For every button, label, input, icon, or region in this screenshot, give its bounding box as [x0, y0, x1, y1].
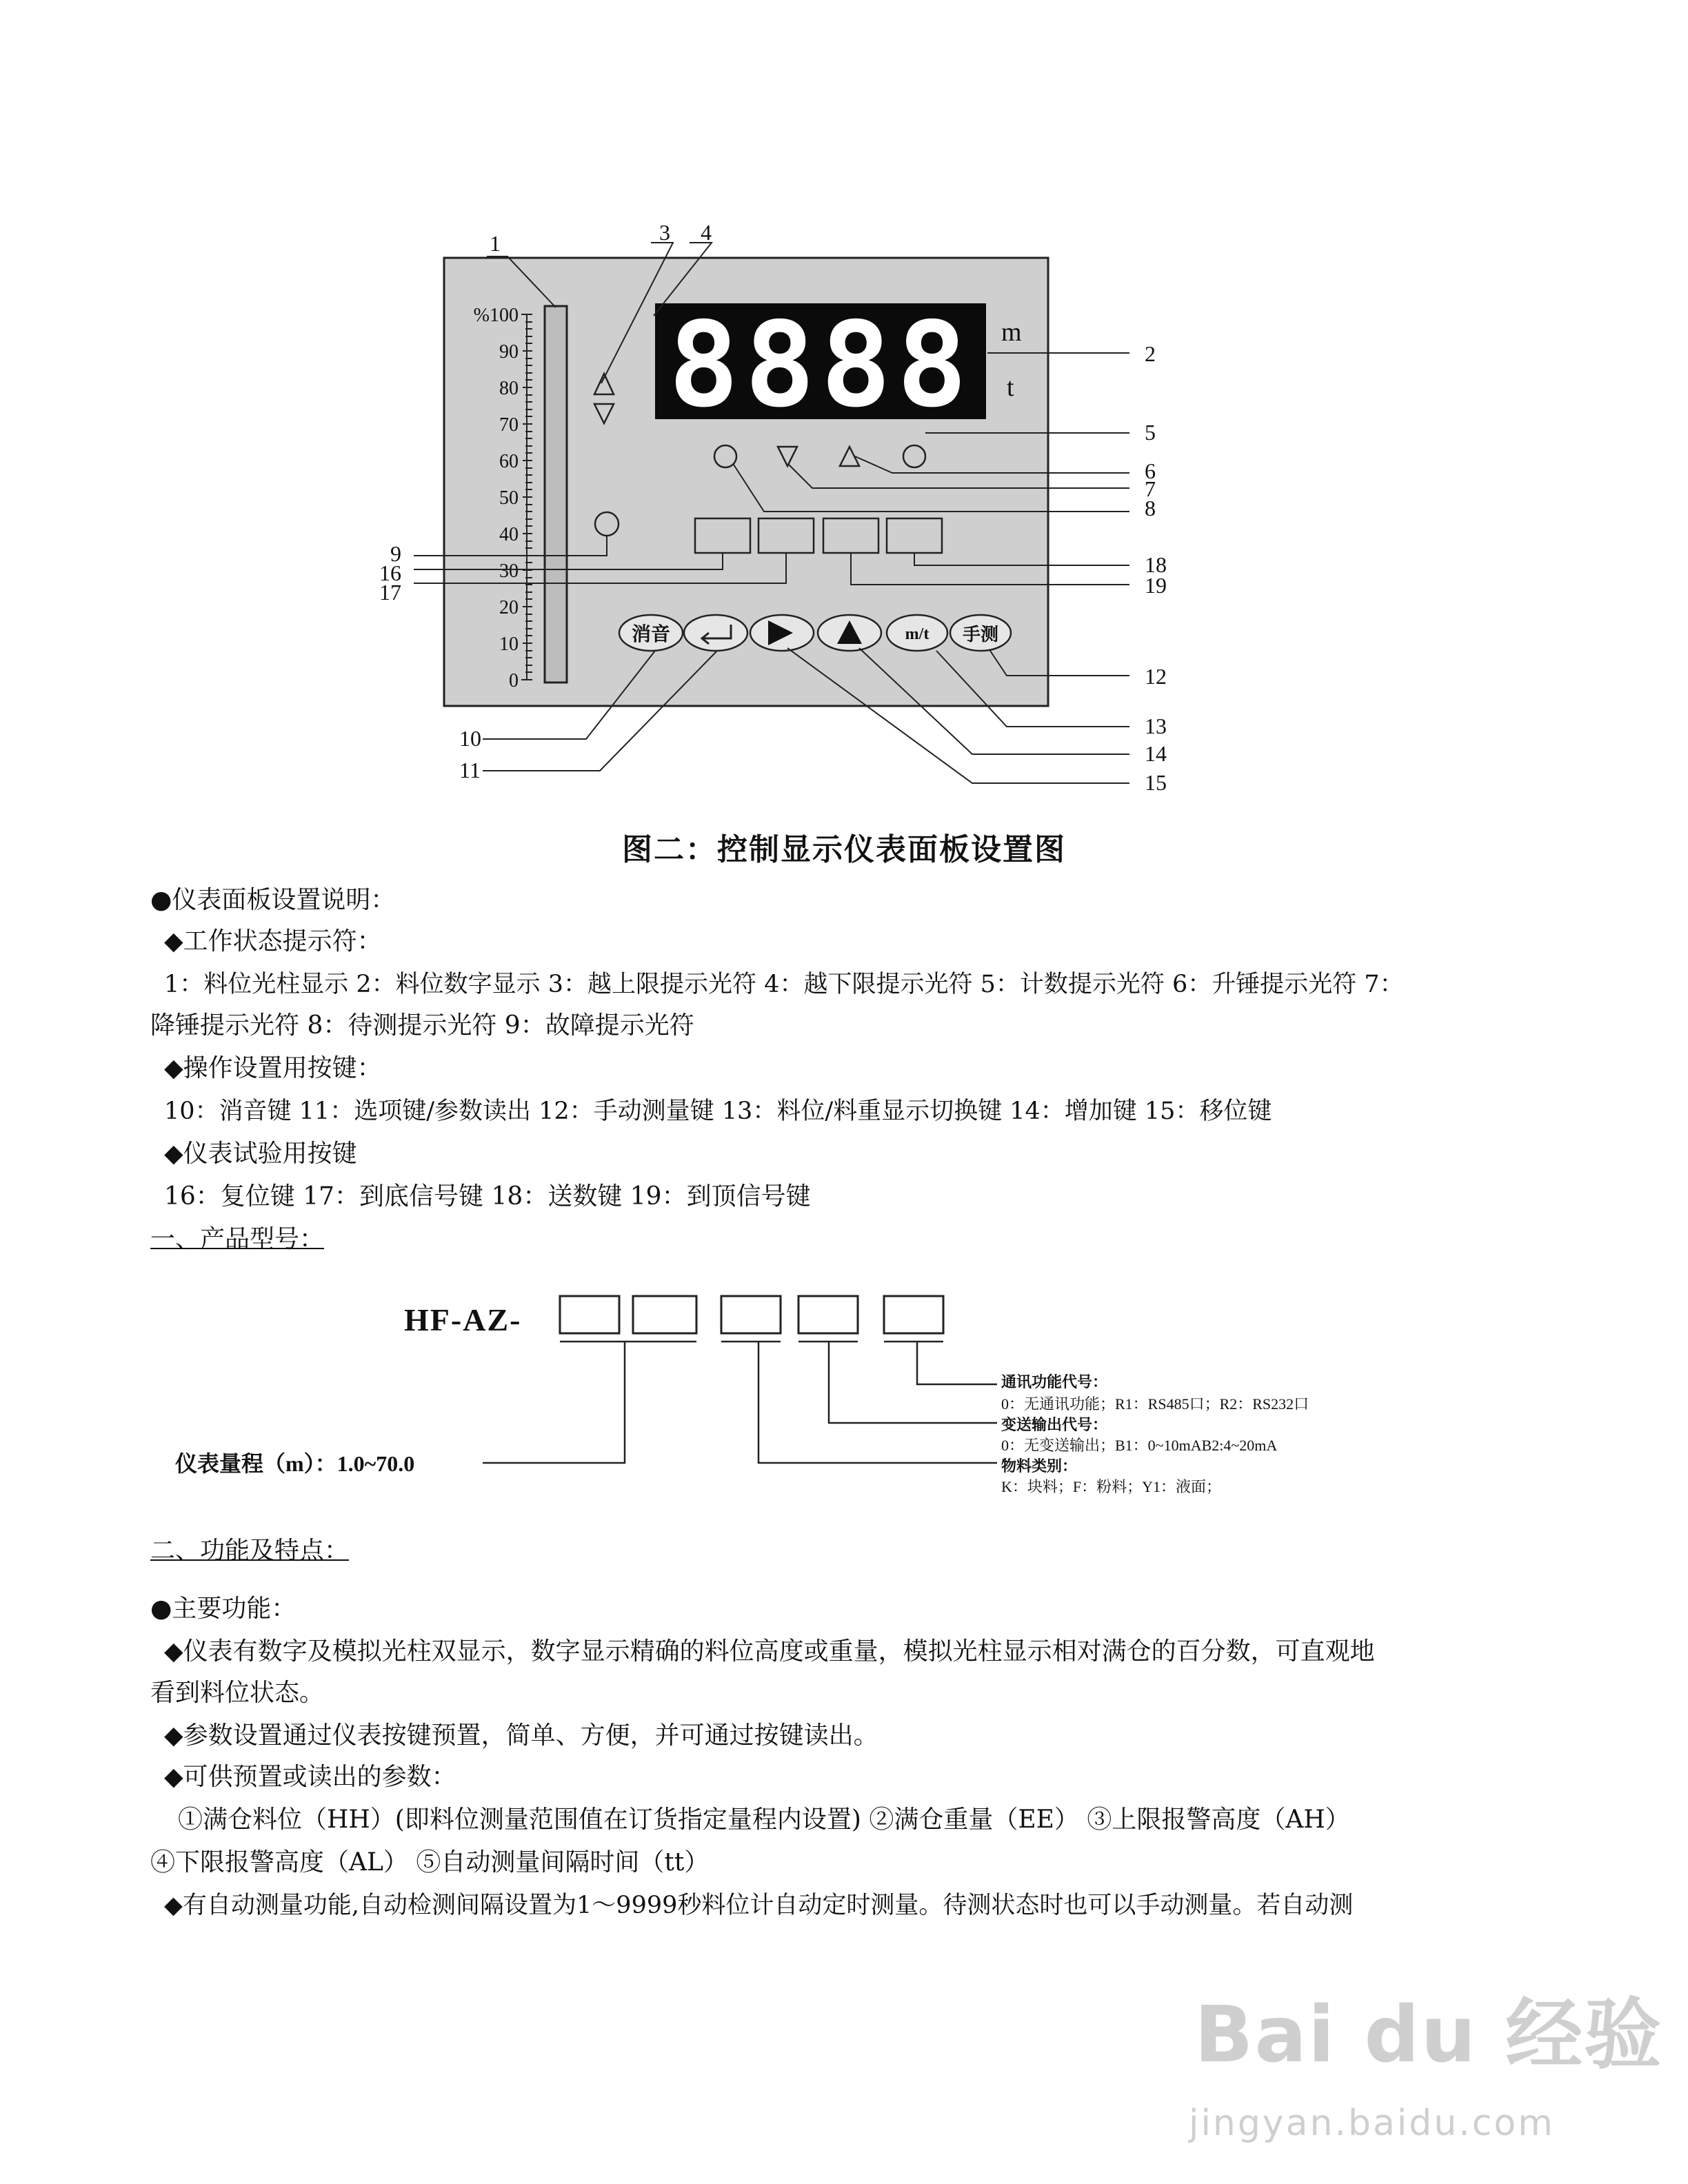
scale-label-20: 20	[499, 597, 519, 618]
manual-measure-button[interactable]	[950, 615, 1011, 651]
status-heading: ◆工作状态提示符：	[164, 927, 382, 956]
panel-diagram	[0, 0, 1688, 827]
model-leader-lines	[483, 1342, 997, 1463]
led-digits: 8888	[668, 297, 973, 434]
feature-1-line-1: ◆仪表有数字及模拟光柱双显示，数字显示精确的料位高度或重量，模拟光柱显示相对满仓的百分数，可直观地	[164, 1637, 1375, 1666]
scale-label-90: 90	[499, 341, 519, 363]
test-line: 16：复位键 17：到底信号键 18：送数键 19：到顶信号键	[164, 1182, 811, 1211]
model-box-4	[798, 1296, 858, 1333]
comm-title: 通讯功能代号：	[1001, 1373, 1108, 1391]
material-options: K：块料；F：粉料；Y1：液面；	[1001, 1478, 1222, 1495]
callout-14: 14	[1145, 741, 1167, 766]
scale-label-30: 30	[499, 560, 519, 582]
callout-15: 15	[1145, 770, 1167, 795]
callout-6: 6	[1145, 458, 1156, 483]
unit-switch-button-label: m/t	[905, 625, 930, 643]
scale-label-80: 80	[499, 378, 519, 399]
model-section-title: 一、产品型号：	[150, 1225, 325, 1253]
callout-2: 2	[1145, 341, 1156, 366]
watermark-url: jingyan.baidu.com	[1189, 2103, 1555, 2144]
callout-1: 1	[490, 231, 501, 256]
status-line-1: 1：料位光柱显示 2：料位数字显示 3：越上限提示光符 4：越下限提示光符 5：计数提示光符 6：升锤提示光符 7：	[164, 971, 1404, 998]
mute-button[interactable]	[619, 615, 683, 651]
feature-1-line-2: 看到料位状态。	[150, 1679, 325, 1707]
model-box-3	[721, 1296, 781, 1333]
params-line-1: ①满仓料位（HH）(即料位测量范围值在订货指定量程内设置) ②满仓重量（EE） ③上限报警高度（AH）	[178, 1806, 1350, 1834]
params-line-2: ④下限报警高度（AL） ⑤自动测量间隔时间（tt）	[150, 1848, 710, 1877]
scale-label-10: 10	[499, 634, 519, 655]
main-functions-heading: ●主要功能：	[150, 1595, 297, 1623]
mute-button-label: 消音	[631, 624, 671, 645]
manual-measure-button-label: 手测	[962, 625, 999, 645]
callout-7: 7	[1145, 476, 1156, 501]
callout-18: 18	[1145, 552, 1167, 577]
range-label: 仪表量程（m）：1.0~70.0	[175, 1451, 415, 1476]
unit-switch-button[interactable]	[887, 615, 947, 651]
callout-10: 10	[459, 726, 481, 751]
callout-13: 13	[1145, 714, 1167, 738]
unit-m-label: m	[1001, 318, 1022, 347]
status-line-2: 降锤提示光符 8：待测提示光符 9：故障提示光符	[150, 1011, 694, 1040]
level-bar-column	[545, 306, 567, 682]
test-heading: ◆仪表试验用按键	[164, 1140, 357, 1168]
shift-button[interactable]	[750, 615, 814, 651]
op-heading: ◆操作设置用按键：	[164, 1054, 382, 1082]
feature-4: ◆有自动测量功能,自动检测间隔设置为1～9999秒料位计自动定时测量。待测状态时也可以手动测量。若自动测	[164, 1892, 1354, 1919]
callout-19: 19	[1145, 573, 1167, 598]
figure-caption: 图二：控制显示仪表面板设置图	[622, 832, 1066, 867]
model-box-5	[884, 1296, 943, 1333]
scale-label-60: 60	[499, 451, 519, 472]
features-section-title: 二、功能及特点：	[150, 1537, 350, 1565]
output-options: 0：无变送输出；B1：0~10mAB2:4~20mA	[1001, 1437, 1278, 1454]
model-box-1	[560, 1296, 619, 1333]
scale-label-100: %100	[473, 305, 519, 326]
comm-options: 0：无通讯功能；R1：RS485口；R2：RS232口	[1001, 1395, 1309, 1413]
callout-16: 16	[379, 560, 401, 585]
option-button[interactable]	[684, 615, 747, 651]
scale-label-0: 0	[509, 670, 519, 691]
callout-12: 12	[1145, 664, 1167, 689]
callout-5: 5	[1145, 420, 1156, 445]
model-code-diagram	[0, 1268, 1688, 1517]
op-line: 10：消音键 11：选项键/参数读出 12：手动测量键 13：料位/料重显示切换键 14：增加键 15：移位键	[164, 1098, 1272, 1125]
callout-8: 8	[1145, 496, 1156, 520]
increase-button[interactable]	[818, 615, 881, 651]
callout-4: 4	[701, 220, 712, 245]
callout-17: 17	[379, 580, 401, 605]
material-title: 物料类别：	[1001, 1457, 1078, 1475]
watermark-brand: Bai du 经验	[1194, 1990, 1663, 2080]
feature-2: ◆参数设置通过仪表按键预置，简单、方便，并可通过按键读出。	[164, 1721, 878, 1750]
feature-3: ◆可供预置或读出的参数：	[164, 1763, 456, 1791]
output-title: 变送输出代号：	[1001, 1416, 1108, 1433]
scale-label-70: 70	[499, 414, 519, 436]
model-box-2	[633, 1296, 696, 1333]
callout-11: 11	[459, 758, 481, 782]
callout-3: 3	[659, 220, 670, 245]
panel-desc-heading: ●仪表面板设置说明：	[150, 886, 396, 914]
scale-label-50: 50	[499, 487, 519, 509]
model-code-prefix: HF-AZ-	[404, 1302, 522, 1337]
unit-t-label: t	[1007, 373, 1014, 402]
scale-label-40: 40	[499, 524, 519, 545]
callout-9: 9	[390, 541, 401, 566]
